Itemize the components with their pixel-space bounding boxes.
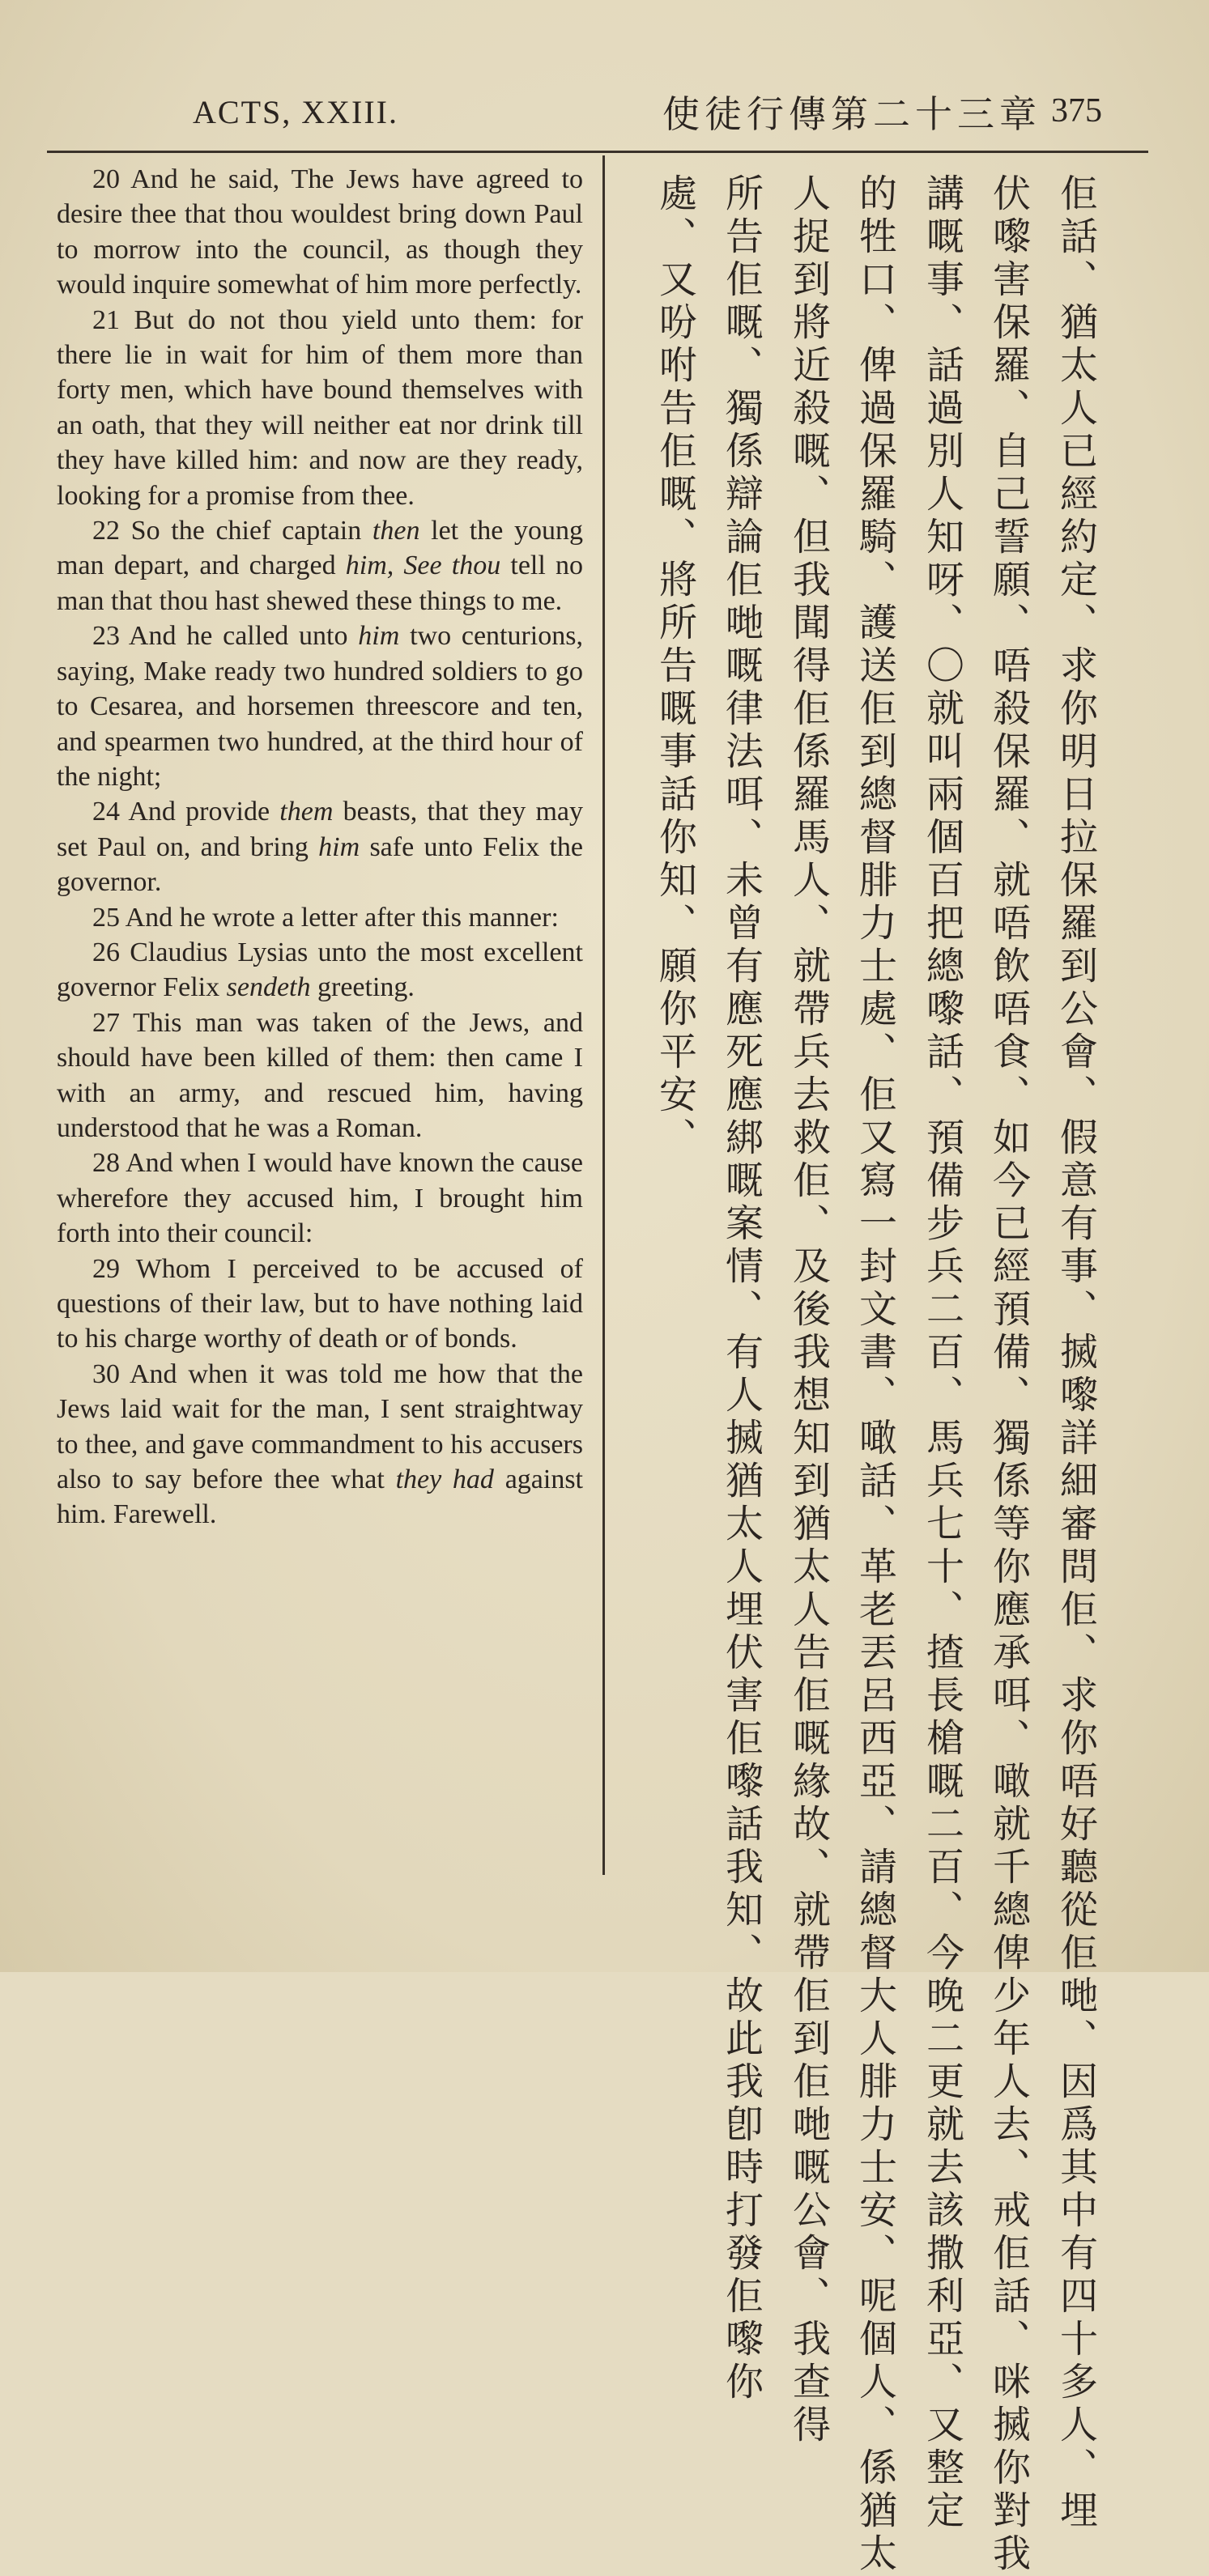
- verse-text: And when it was told me how that the Jews laid wait for the man, I sent straightway to thee, and gave commandment to his accusers also to say before thee what: [57, 1358, 583, 1495]
- verse-text: And he wrote a letter after this manner:: [125, 902, 559, 933]
- page-number: 375: [1051, 92, 1102, 130]
- verse-20: [57, 162, 583, 303]
- verse-number: 28: [92, 1148, 120, 1179]
- verse-text: tell no man that thou hast shewed these things to me.: [57, 550, 583, 616]
- verse-text: beasts, that they may set Paul on, and bring: [57, 797, 584, 862]
- verse-number: 25: [92, 902, 120, 933]
- column-divider: [602, 155, 605, 1875]
- chinese-column-7: 處、又吩咐告佢嘅、將所告嘅事話你知、願你平安、: [653, 173, 697, 1160]
- verse-text: him: [318, 831, 360, 862]
- chinese-column-3: 講嘅事、話過別人知呀、〇就叫兩個百把總嚟話、預備步兵二百、馬兵七十、揸長槍嘅二百、今晚二更就去該撒利亞、又整定: [920, 173, 964, 2533]
- verse-text: him, See thou: [345, 550, 501, 581]
- verse-number: 24: [92, 797, 120, 827]
- verse-29: [57, 1252, 583, 1357]
- verse-text: And he said, The Jews have agreed to desire thee that thou wouldest bring down Paul to morrow into the council, as though they would inquire somewhat of him more perfectly.: [57, 164, 583, 300]
- header-chinese-title: 使徒行傳第二十三章: [662, 92, 1041, 136]
- verse-text: sendeth: [226, 972, 311, 1003]
- verse-27: [57, 1005, 583, 1146]
- verse-text: And when I would have known the cause wherefore they accused him, I brought him forth into their council:: [57, 1148, 584, 1249]
- verse-number: 23: [92, 621, 120, 652]
- verse-text: And he called unto: [128, 621, 348, 652]
- header-english-title: ACTS, XXIII.: [193, 94, 398, 130]
- verse-23: [57, 618, 583, 794]
- verse-number: 29: [92, 1253, 120, 1284]
- verse-text: then: [372, 516, 420, 546]
- verse-number: 21: [92, 304, 120, 335]
- verse-text: they had: [395, 1464, 494, 1495]
- header-rule: [47, 151, 1148, 153]
- verse-text: them: [279, 797, 334, 827]
- chinese-column-2: 伏嚟害保羅、自己誓願、唔殺保羅、就唔飲唔食、如今已經預備、獨係等你應承咡、噉就千總俾少年人去、戒佢話、咪搣你對我: [986, 173, 1031, 2576]
- verse-number: 27: [92, 1007, 120, 1038]
- verse-25: [57, 900, 583, 935]
- verse-number: 20: [92, 164, 120, 194]
- chinese-column-4: 的牲口、俾過保羅騎、護送佢到總督腓力士處、佢又寫一封文書、噉話、革老丟呂西亞、請總督大人腓力士安、呢個人、係猶太: [853, 173, 897, 2576]
- verse-24: [57, 794, 583, 899]
- verse-text: Claudius Lysias unto the most excellent governor Felix: [57, 937, 583, 1003]
- verse-30: [57, 1357, 583, 1532]
- verse-text: And provide: [128, 797, 270, 827]
- chinese-column-6: 所告佢嘅、獨係辯論佢哋嘅律法咡、未曾有應死應綁嘅案情、有人搣猶太人埋伏害佢嚟話我知、故此我卽時打發佢嚟你: [719, 173, 764, 2404]
- verse-number: 22: [92, 516, 120, 546]
- verse-text: So the chief captain: [130, 516, 362, 546]
- verse-26: [57, 935, 583, 1005]
- verse-text: let the young man depart, and charged: [57, 516, 584, 581]
- verse-22: [57, 513, 583, 618]
- verse-text: Whom I perceived to be accused of questions of their law, but to have nothing laid to his charge worthy of death or of bonds.: [57, 1253, 583, 1354]
- verse-text: safe unto Felix the governor.: [57, 831, 583, 898]
- chinese-column-5: 人捉到將近殺嘅、但我聞得佢係羅馬人、就帶兵去救佢、及後我想知到猶太人告佢嘅緣故、就帶佢到佢哋嘅公會、我查得: [786, 173, 831, 2447]
- verse-28: [57, 1146, 583, 1251]
- verse-21: [57, 303, 583, 513]
- verse-number: 26: [92, 937, 120, 967]
- verse-text: against him. Farewell.: [57, 1464, 583, 1530]
- running-header: [0, 77, 1209, 142]
- verse-text: him: [358, 621, 400, 652]
- english-text-column: [57, 162, 583, 1532]
- verse-text: But do not thou yield unto them: for there lie in wait for him of them more than forty men, which have bound themselves with an oath, that they will neither eat nor drink till they have killed him: and now are they ready, looking for a promise from thee.: [57, 304, 583, 511]
- chinese-column-1: 佢話、猶太人已經約定、求你明日拉保羅到公會、假意有事、搣嚟詳細審問佢、求你唔好聽從佢哋、因爲其中有四十多人、埋: [1054, 173, 1098, 2533]
- verse-text: two centurions, saying, Make ready two hundred soldiers to go to Cesarea, and horsemen threescore and ten, and spearmen two hundred, at the third hour of the night;: [57, 621, 583, 792]
- chinese-text-column: [622, 162, 1140, 2576]
- verse-text: This man was taken of the Jews, and should have been killed of them: then came I with an army, and rescued him, having understood that he was a Roman.: [57, 1007, 584, 1143]
- verse-text: greeting.: [317, 972, 415, 1003]
- verse-number: 30: [92, 1358, 120, 1389]
